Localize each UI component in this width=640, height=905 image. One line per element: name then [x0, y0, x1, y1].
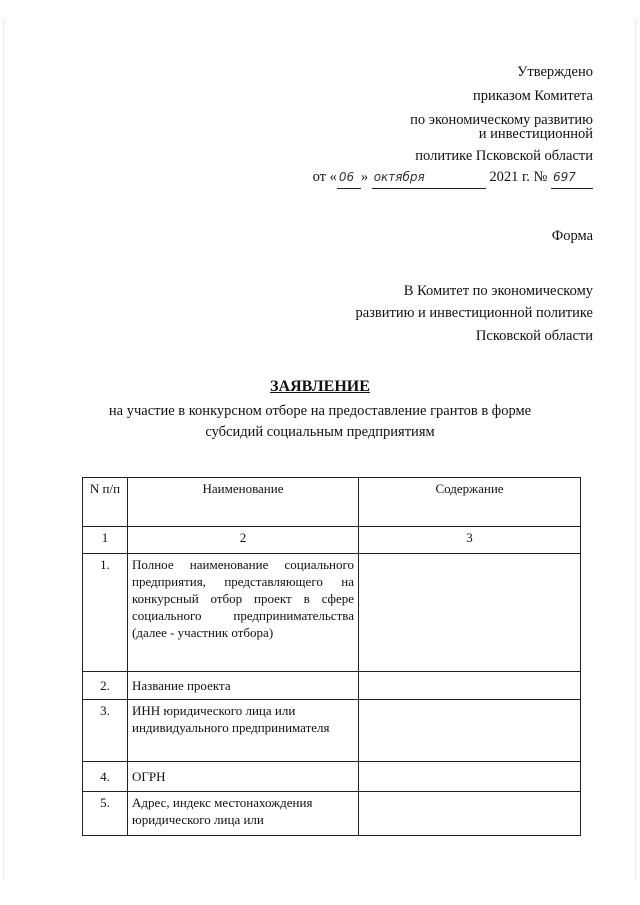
row-name: ОГРН [128, 762, 359, 792]
row-name: Название проекта [128, 672, 359, 700]
approval-line-1: Утверждено [517, 64, 593, 80]
row-content-cell[interactable] [359, 792, 581, 836]
column-number: 3 [359, 527, 581, 554]
table-row [83, 792, 581, 836]
date-month-handwritten: октября [372, 167, 486, 189]
addressee-line-2: развитию и инвестиционной политике [355, 305, 593, 321]
row-content-cell[interactable] [359, 700, 581, 762]
document-title: ЗАЯВЛЕНИЕ [270, 378, 370, 395]
table-header-row [83, 478, 581, 527]
column-number: 2 [128, 527, 359, 554]
row-content-cell[interactable] [359, 554, 581, 672]
order-number-handwritten: 697 [551, 167, 593, 189]
date-mid: » [360, 169, 369, 185]
table-row [83, 700, 581, 762]
subtitle-line-1: на участие в конкурсном отборе на предоставление грантов в форме [108, 403, 532, 419]
row-content-cell[interactable] [359, 762, 581, 792]
date-year: 2021 г. № [489, 169, 548, 185]
addressee-line-1: В Комитет по экономическому [403, 283, 593, 299]
row-number: 1. [83, 554, 128, 672]
approval-line-2: приказом Комитета [472, 88, 593, 104]
date-day-handwritten: 06 [337, 167, 361, 189]
row-name: ИНН юридического лица или индивидуального предпринимателя [128, 700, 359, 762]
row-name: Адрес, индекс местонахождения юридического лица или [128, 792, 359, 836]
column-number-row [83, 527, 581, 554]
addressee-line-3: Псковской области [475, 328, 593, 344]
header-content: Содержание [359, 478, 581, 527]
approval-line-3: по экономическому развитию [410, 112, 593, 128]
form-label: Форма [551, 228, 593, 244]
approval-line-4: и инвестиционной [478, 126, 593, 142]
header-name: Наименование [128, 478, 359, 527]
application-form-table [82, 477, 581, 836]
header-number: N п/п [83, 478, 128, 527]
left-scan-edge [3, 20, 5, 880]
row-number: 4. [83, 762, 128, 792]
row-number: 3. [83, 700, 128, 762]
table-row [83, 554, 581, 672]
row-content-cell[interactable] [359, 672, 581, 700]
approval-line-5: политике Псковской области [415, 148, 593, 164]
right-scan-edge [635, 20, 637, 880]
row-number: 2. [83, 672, 128, 700]
date-prefix: от « [312, 169, 337, 185]
table-row [83, 762, 581, 792]
subtitle-line-2: субсидий социальным предприятиям [205, 424, 435, 440]
row-number: 5. [83, 792, 128, 836]
table-row [83, 672, 581, 700]
approval-date-line [313, 167, 593, 189]
row-name: Полное наименование социального предприятия, представляющего на конкурсный отбор проект в сфере социального предпринимательства (далее - участник отбора) [128, 554, 359, 672]
column-number: 1 [83, 527, 128, 554]
